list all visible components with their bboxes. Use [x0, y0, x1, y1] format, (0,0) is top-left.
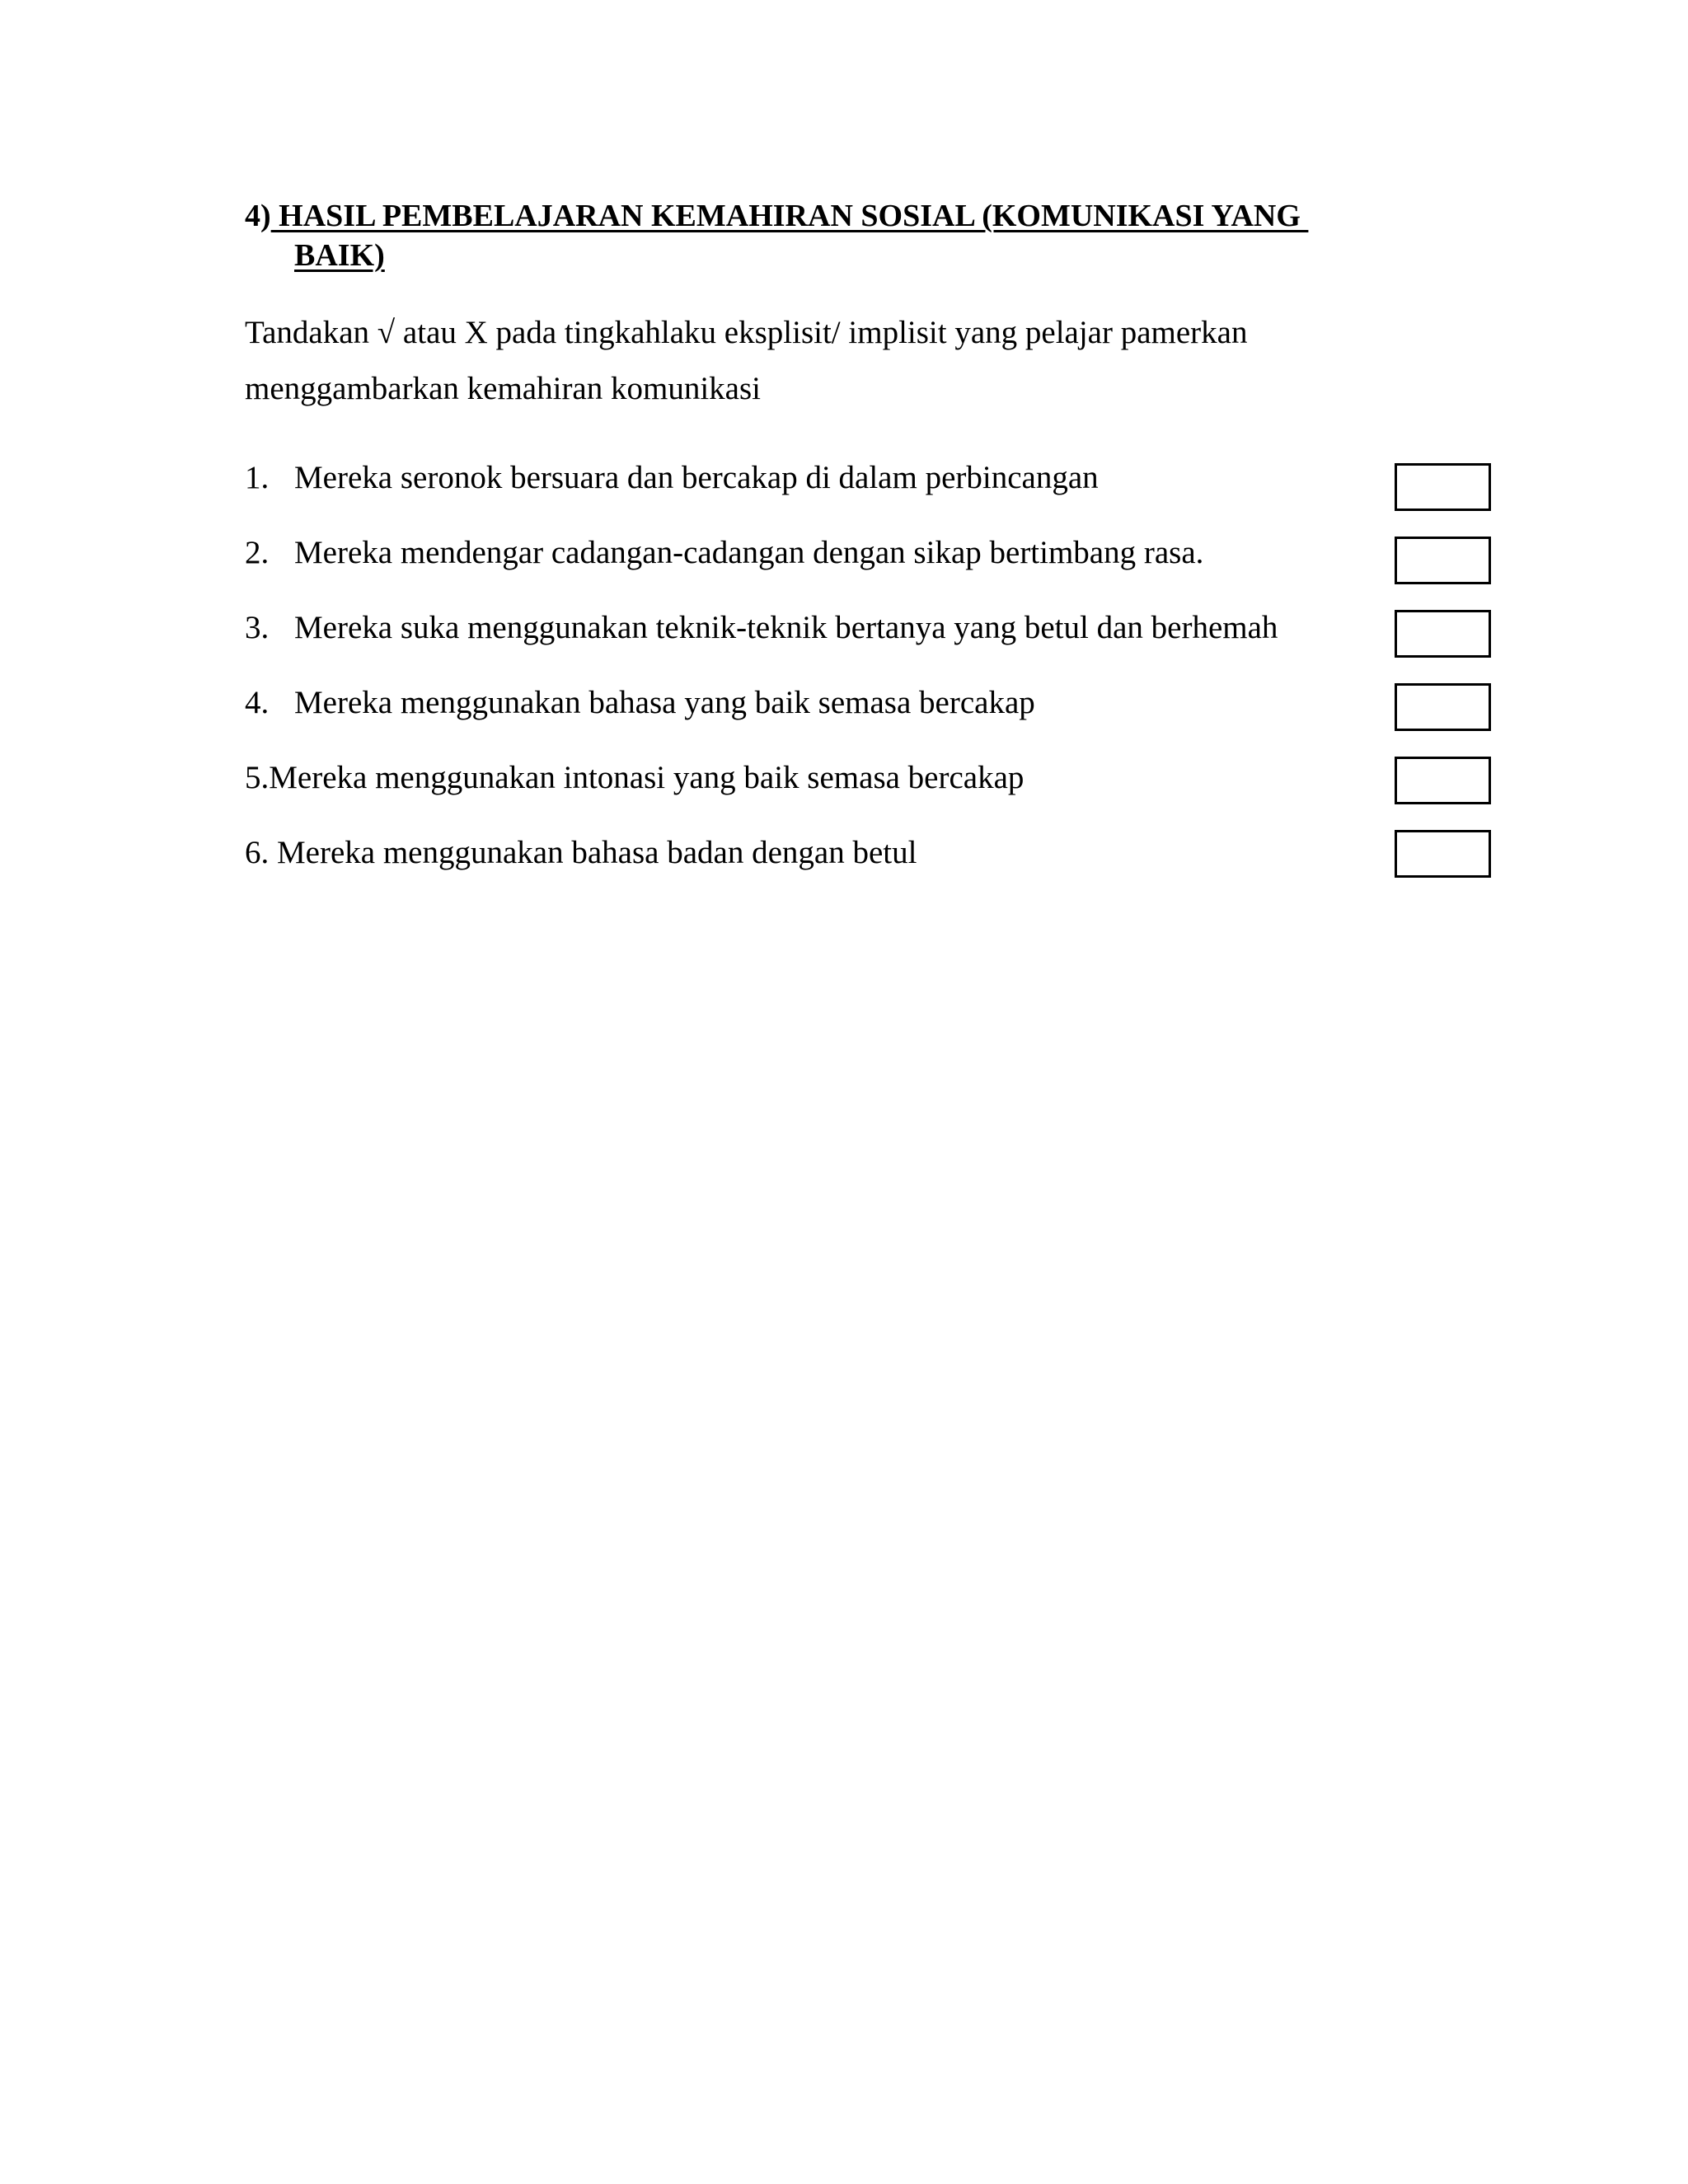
instruction-line-1: Tandakan √ atau X pada tingkahlaku eksplisit/ implisit yang pelajar pamerkan — [245, 315, 1248, 350]
checkbox-item-4[interactable] — [1395, 683, 1491, 731]
checklist-item-1 — [245, 458, 1399, 498]
checkbox-item-6[interactable] — [1395, 830, 1491, 878]
item-number: 4. — [245, 685, 270, 720]
item-text: Mereka mendengar cadangan-cadangan dengan sikap bertimbang rasa. — [294, 535, 1204, 570]
checklist-item-2 — [245, 533, 1399, 573]
checkbox-item-2[interactable] — [1395, 537, 1491, 584]
checklist-item-4 — [245, 683, 1399, 723]
checkbox-item-1[interactable] — [1395, 463, 1491, 511]
checklist-item-3 — [245, 608, 1399, 648]
checkbox-item-3[interactable] — [1395, 610, 1491, 658]
item-number: 6. — [245, 835, 270, 870]
section-title-line-1: HASIL PEMBELAJARAN KEMAHIRAN SOSIAL (KOMUNIKASI YANG — [270, 199, 1309, 233]
checklist-item-6 — [245, 833, 1399, 873]
item-number: 5. — [245, 760, 270, 795]
section-number: 4) — [245, 199, 271, 233]
item-number: 1. — [245, 460, 270, 495]
item-number: 3. — [245, 610, 270, 645]
instruction-text — [245, 305, 1481, 417]
instruction-line-2: menggambarkan kemahiran komunikasi — [245, 371, 761, 406]
item-text: Mereka menggunakan bahasa yang baik semasa bercakap — [294, 685, 1035, 720]
item-text: Mereka seronok bersuara dan bercakap di dalam perbincangan — [294, 460, 1099, 495]
item-text: Mereka menggunakan intonasi yang baik semasa bercakap — [269, 760, 1025, 795]
section-title-line-2: BAIK) — [294, 238, 385, 273]
section-heading — [245, 196, 1415, 275]
checklist-item-5 — [245, 758, 1399, 798]
item-text: Mereka menggunakan bahasa badan dengan betul — [269, 835, 917, 870]
item-text: Mereka suka menggunakan teknik-teknik bertanya yang betul dan berhemah — [294, 610, 1278, 645]
item-number: 2. — [245, 535, 270, 570]
checkbox-item-5[interactable] — [1395, 757, 1491, 804]
